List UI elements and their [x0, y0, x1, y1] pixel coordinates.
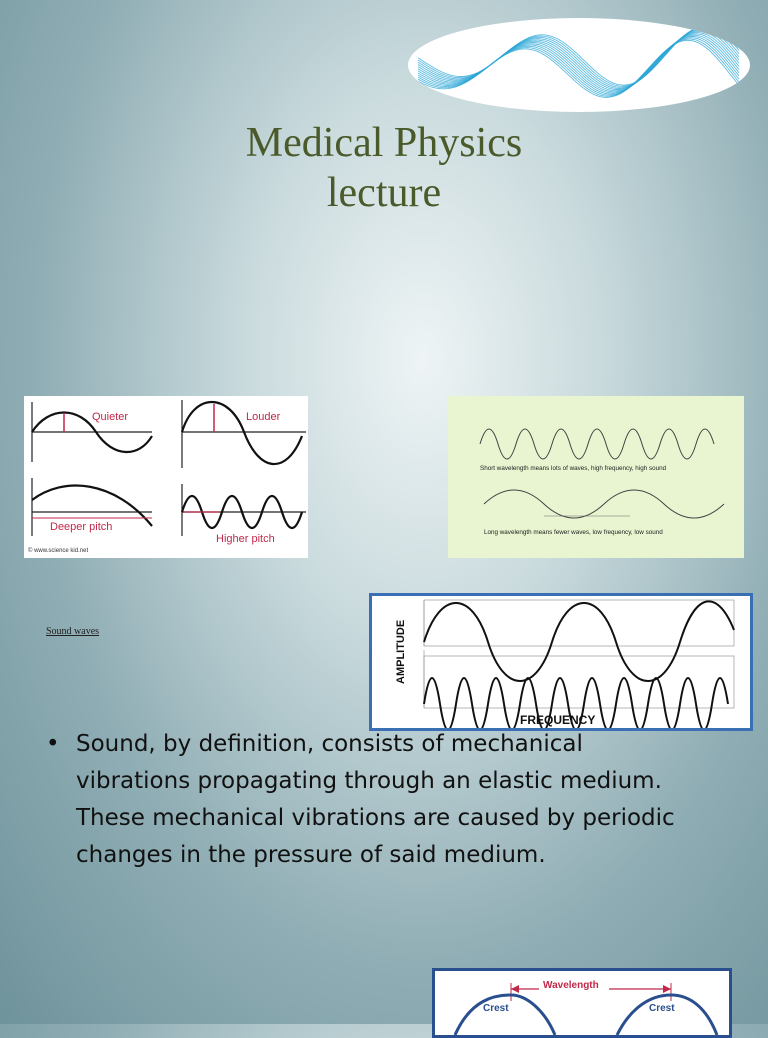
crest-left-label: Crest [483, 1003, 509, 1014]
title-line-1: Medical Physics [245, 120, 523, 166]
crest-right-label: Crest [649, 1003, 675, 1014]
amplitude-axis-label: AMPLITUDE [395, 619, 407, 684]
figure-credit: © www.science kid.net [28, 548, 89, 554]
quieter-label: Quieter [92, 411, 129, 423]
bullet-symbol: • [46, 731, 60, 757]
deeper-pitch-label: Deeper pitch [50, 521, 113, 533]
amplitude-frequency-figure [369, 593, 753, 731]
wavelength-label: Wavelength [543, 980, 599, 991]
title-line-2: lecture [326, 170, 442, 216]
long-wavelength-caption: Long wavelength means fewer waves, low frequency, low sound [484, 529, 663, 536]
louder-graph [182, 400, 306, 468]
frequency-axis-label: FREQUENCY [520, 713, 596, 727]
slide-title [150, 118, 618, 218]
short-wavelength-caption: Short wavelength means lots of waves, high frequency, high sound [480, 465, 667, 472]
wavelength-frequency-figure [448, 396, 744, 558]
louder-label: Louder [246, 411, 281, 423]
bullet-point [48, 726, 688, 874]
pitch-loudness-figure [24, 396, 308, 558]
higher-pitch-label: Higher pitch [216, 533, 275, 545]
higher-pitch-graph [182, 484, 306, 536]
wave-logo [408, 18, 750, 112]
sound-waves-label: Sound waves [46, 626, 100, 637]
logo-wave-strand [418, 39, 739, 96]
bullet-text: Sound, by definition, consists of mechanical vibrations propagating through an elastic medium. These mechanical vibrations are caused by periodic changes in the pressure of said medium. [76, 731, 675, 868]
crest-wavelength-figure [432, 968, 732, 1038]
